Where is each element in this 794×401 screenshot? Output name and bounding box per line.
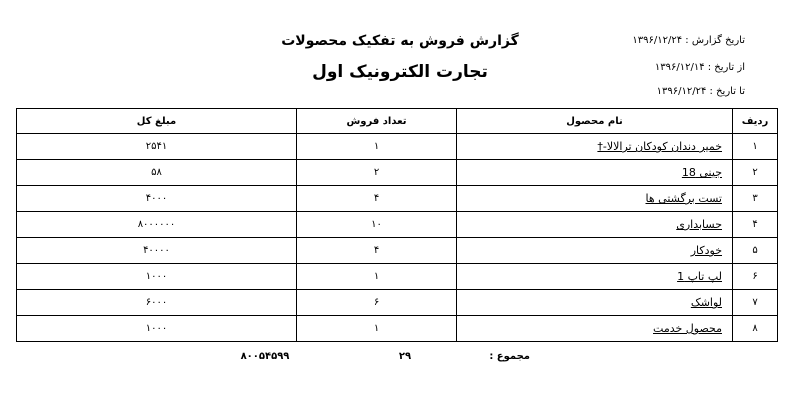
sales-count: ۱ (297, 264, 457, 290)
total-amount: ۴۰۰۰۰ (17, 238, 297, 264)
sales-count: ۶ (297, 290, 457, 316)
product-link[interactable]: لواشک (690, 296, 722, 309)
product-name-cell (457, 212, 733, 238)
report-title: گزارش فروش به تفکیک محصولات (281, 33, 519, 49)
table-row (17, 290, 778, 316)
row-number: ۲ (733, 160, 778, 186)
header-row-number: ردیف (733, 109, 778, 134)
row-number: ۷ (733, 290, 778, 316)
sales-count: ۱ (297, 316, 457, 342)
table-row (17, 316, 778, 342)
product-name-cell (457, 290, 733, 316)
total-amount: ۶۰۰۰ (17, 290, 297, 316)
total-amount: ۱۰۰۰ (17, 316, 297, 342)
sales-count: ۴ (297, 186, 457, 212)
sales-count: ۴ (297, 238, 457, 264)
table-row (17, 134, 778, 160)
company-name: تجارت الکترونیک اول (312, 62, 488, 82)
product-link[interactable]: خمیر دندان کودکان ترالالا-† (597, 140, 722, 153)
sales-count: ۱۰ (297, 212, 457, 238)
product-name-cell (457, 316, 733, 342)
table-row (17, 238, 778, 264)
product-link[interactable]: محصول خدمت (653, 322, 722, 335)
total-amount: ۵۸ (17, 160, 297, 186)
sales-count: ۱ (297, 134, 457, 160)
table-row (17, 212, 778, 238)
total-amount: ۸۰۰۰۰۰۰ (17, 212, 297, 238)
product-link[interactable]: حسابداری (676, 218, 722, 231)
total-amount: ۴۰۰۰ (17, 186, 297, 212)
header-product-name: نام محصول (457, 109, 733, 134)
totals-label: مجموع : (489, 351, 530, 362)
header-sales-count: تعداد فروش (297, 109, 457, 134)
product-name-cell (457, 264, 733, 290)
product-link[interactable]: تست برگشتی ها (645, 192, 722, 205)
row-number: ۱ (733, 134, 778, 160)
total-amount: ۱۰۰۰ (17, 264, 297, 290)
table-row (17, 186, 778, 212)
from-date: از تاریخ : ۱۳۹۶/۱۲/۱۴ (654, 62, 745, 73)
totals-amount: ۸۰۰۵۴۵۹۹ (240, 351, 290, 362)
total-amount: ۲۵۴۱ (17, 134, 297, 160)
product-name-cell (457, 238, 733, 264)
product-name-cell (457, 134, 733, 160)
product-link[interactable]: خودکار (690, 244, 722, 257)
product-link[interactable]: جینی 18 (681, 166, 722, 179)
product-link[interactable]: لپ تاپ 1 (677, 270, 722, 283)
header-total-amount: مبلغ کل (17, 109, 297, 134)
table-row (17, 160, 778, 186)
row-number: ۶ (733, 264, 778, 290)
product-name-cell (457, 186, 733, 212)
to-date: تا تاریخ : ۱۳۹۶/۱۲/۲۴ (656, 86, 745, 97)
row-number: ۴ (733, 212, 778, 238)
report-date: تاریخ گزارش : ۱۳۹۶/۱۲/۲۴ (632, 35, 745, 46)
row-number: ۵ (733, 238, 778, 264)
totals-quantity: ۲۹ (398, 351, 412, 362)
sales-table (16, 108, 778, 342)
table-header-row (17, 109, 778, 134)
sales-count: ۲ (297, 160, 457, 186)
row-number: ۸ (733, 316, 778, 342)
row-number: ۳ (733, 186, 778, 212)
product-name-cell (457, 160, 733, 186)
table-row (17, 264, 778, 290)
